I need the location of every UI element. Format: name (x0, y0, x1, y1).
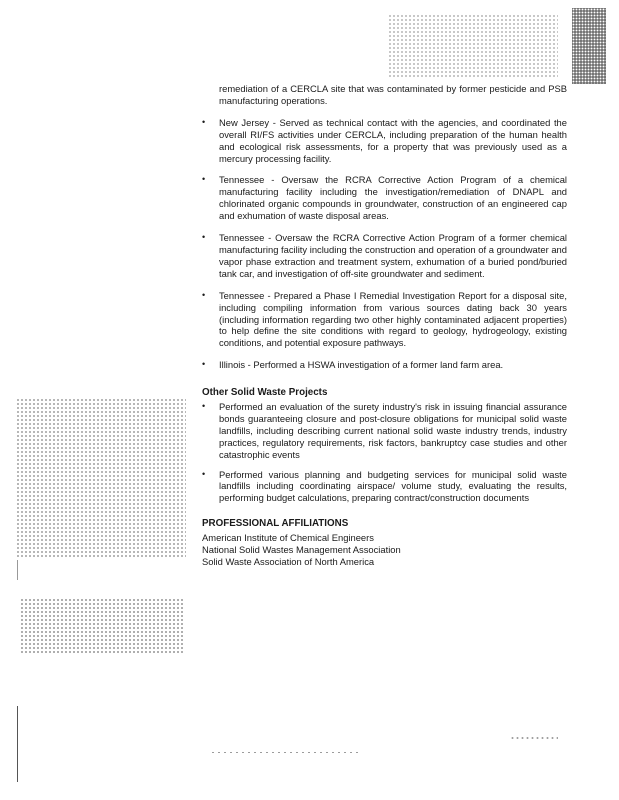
resume-body (202, 83, 567, 568)
list-item: American Institute of Chemical Engineers (202, 532, 374, 544)
list-item: • Tennessee - Prepared a Phase I Remedial Investigation Report for a disposal site, including compiling information from various sources dating back 30 years (including information regarding two other highly contaminated adjacent properties) to help define the site conditions with regard to geology, hydrogeology, existing conditions, and potential exposure pathways. (202, 290, 567, 350)
page-number-mark (510, 736, 558, 740)
scan-noise-top (388, 14, 558, 78)
list-item: • Illinois - Performed a HSWA investigation of a former land farm area. (202, 359, 567, 371)
affiliations-list (202, 532, 567, 567)
list-item: • Tennessee - Oversaw the RCRA Corrective Action Program of a chemical manufacturing facility including the investigation/remediation of DNAPL and chlorinated organic compounds in groundwater, construction of an engineered cap and exhumation of waste disposal areas. (202, 174, 567, 222)
scan-noise-corner (572, 8, 606, 84)
list-item: • Performed various planning and budgeting services for municipal solid waste landfills including coordinating airspace/ volume study, evaluating the results, performing budget calculations, preparing contract/construction documents (202, 469, 567, 505)
project-list (202, 117, 567, 371)
scan-edge-line-2 (17, 560, 18, 580)
affiliations-heading: PROFESSIONAL AFFILIATIONS (202, 518, 349, 530)
scan-noise-left-lower (20, 598, 185, 654)
other-solid-waste-heading: Other Solid Waste Projects (202, 387, 328, 399)
project-intro: remediation of a CERCLA site that was contaminated by former pesticide and PSB manufacturing operations. (219, 83, 567, 106)
scan-noise-left (16, 398, 186, 558)
list-item: • Tennessee - Oversaw the RCRA Corrective Action Program of a former chemical manufacturing facility including the construction and operation of a groundwater and vapor phase extraction and treatment system, exhumation of a buried pond/buried tank car, and investigation of off-site groundwater and sediment. (202, 232, 567, 280)
list-item: • Performed an evaluation of the surety industry's risk in issuing financial assurance bonds guaranteeing closure and post-closure obligations for municipal solid waste landfills, including describing current national solid waste industry trends, industry practices, regulatory requirements, risk factors, bankruptcy case studies and other catastrophic events (202, 401, 567, 461)
footer-mark (210, 751, 360, 754)
list-item: • New Jersey - Served as technical contact with the agencies, and coordinated the overall RI/FS activities under CERCLA, including preparation of the human health and ecological risk assessments, for a property that was previously used as a mercury processing facility. (202, 117, 567, 165)
list-item: Solid Waste Association of North America (202, 555, 375, 567)
scan-edge-line (17, 706, 18, 782)
list-item: National Solid Wastes Management Association (202, 543, 401, 555)
other-solid-waste-list (202, 401, 567, 504)
